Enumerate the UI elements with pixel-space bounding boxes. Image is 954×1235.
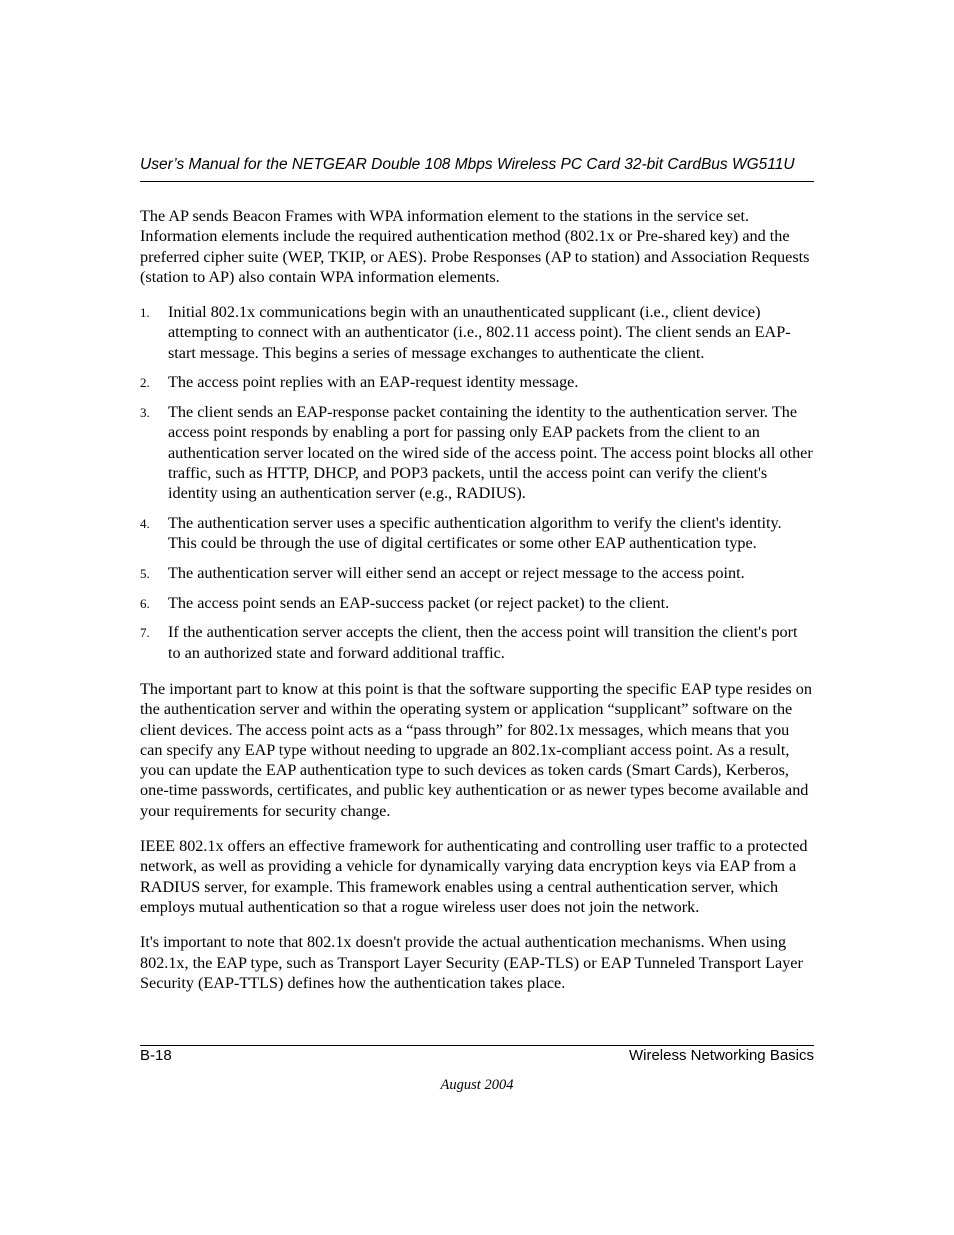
list-item-number: 5.	[140, 566, 150, 582]
intro-paragraph: The AP sends Beacon Frames with WPA information element to the stations in the service set. Information elements include the required authentication method (802.1x or Pre-shared key) and the preferred cipher suite (WEP, TKIP, or AES). Probe Responses (AP to station) and Association Requests (station to AP) also contain WPA information elements.	[140, 207, 810, 286]
list-item	[140, 513, 814, 554]
note-paragraph: It's important to note that 802.1x doesn't provide the actual authentication mechanisms. When using 802.1x, the EAP type, such as Transport Layer Security (EAP-TLS) or EAP Tunneled Transport Layer Security (EAP-TTLS) defines how the authentication takes place.	[140, 933, 803, 992]
list-item-number: 4.	[140, 516, 150, 532]
list-item-number: 2.	[140, 375, 150, 391]
list-item-number: 6.	[140, 595, 150, 611]
list-item	[140, 402, 814, 503]
supplicant-paragraph: The important part to know at this point is that the software supporting the specific EAP type resides on the authentication server and within the operating system or application “supplicant” software on the client devices. The access point acts as a “pass through” for 802.1x messages, which means that you can specify any EAP type without needing to upgrade an 802.1x-compliant access point. As a result, you can update the EAP authentication type to such devices as token cards (Smart Cards), Kerberos, one-time passwords, certificates, and public key authentication or as newer types become available and your requirements for security change.	[140, 679, 812, 820]
list-item	[140, 302, 814, 363]
publication-date: August 2004	[440, 1077, 514, 1093]
body-text	[140, 206, 814, 1008]
list-item-number: 7.	[140, 625, 150, 641]
list-item-number: 3.	[140, 405, 150, 421]
running-header: User’s Manual for the NETGEAR Double 108 Mbps Wireless PC Card 32-bit CardBus WG511U	[140, 156, 795, 173]
list-item-text: Initial 802.1x communications begin with an unauthenticated supplicant (i.e., client device) attempting to connect with an authenticator (i.e., 802.11 access point). The client sends an EAP-start message. This begins a series of message exchanges to authenticate the client.	[168, 303, 791, 362]
framework-paragraph: IEEE 802.1x offers an effective framework for authenticating and controlling user traffic to a protected network, as well as providing a vehicle for dynamically varying data encryption keys via EAP from a RADIUS server, for example. This framework enables using a central authentication server, which employs mutual authentication so that a rogue wireless user does not join the network.	[140, 837, 808, 916]
list-item	[140, 372, 814, 392]
authentication-steps-list	[140, 302, 814, 663]
list-item-text: The authentication server will either send an accept or reject message to the access point.	[168, 564, 745, 583]
list-item	[140, 622, 814, 663]
list-item-text: The access point replies with an EAP-request identity message.	[168, 373, 579, 392]
page-number: B-18	[140, 1047, 172, 1064]
list-item-text: The client sends an EAP-response packet containing the identity to the authentication server. The access point responds by enabling a port for passing only EAP packets from the client to an authentication server located on the wired side of the access point. The access point blocks all other traffic, such as HTTP, DHCP, and POP3 packets, until the access point can verify the client's identity using an authentication server (e.g., RADIUS).	[168, 403, 813, 503]
header-rule	[140, 181, 814, 182]
list-item-text: The access point sends an EAP-success packet (or reject packet) to the client.	[168, 593, 670, 612]
section-title: Wireless Networking Basics	[628, 1047, 814, 1064]
list-item	[140, 563, 814, 583]
list-item-number: 1.	[140, 305, 150, 321]
list-item-text: If the authentication server accepts the client, then the access point will transition the client's port to an authorized state and forward additional traffic.	[168, 623, 798, 662]
list-item-text: The authentication server uses a specific authentication algorithm to verify the client's identity. This could be through the use of digital certificates or some other EAP authentication type.	[168, 514, 782, 553]
list-item	[140, 593, 814, 613]
